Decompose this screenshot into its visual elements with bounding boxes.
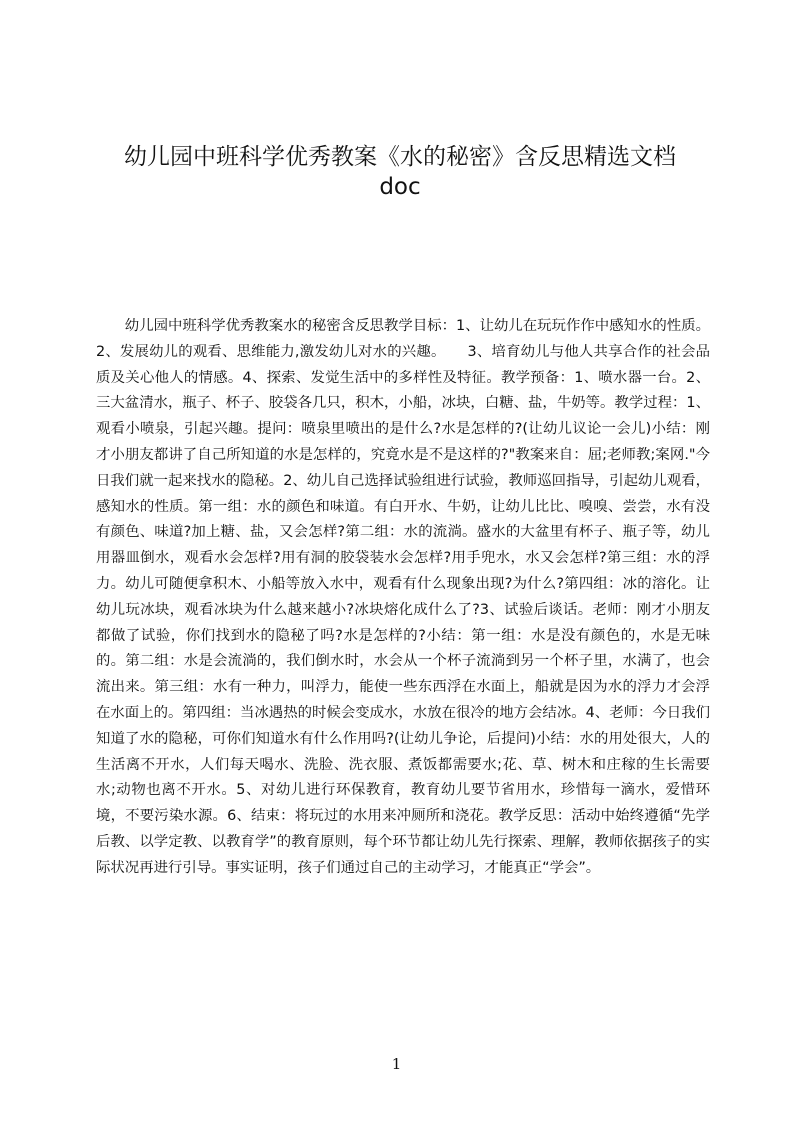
body-paragraph: 幼儿园中班科学优秀教案水的秘密含反思教学目标：1、让幼儿在玩玩作作中感知水的性质。2、发展幼儿的观看、思维能力,激发幼儿对水的兴趣。 3、培育幼儿与他人共享合作的社会品质及关心他人的情感。4、探索、发觉生活中的多样性及特征。教学预备：1、喷水器一台。2、三大盆清水，瓶子、杯子、胶袋各几只，积木，小船，冰块，白糖、盐，牛奶等。教学过程：1、观看小喷泉，引起兴趣。提问：喷泉里喷出的是什么?水是怎样的?(让幼儿议论一会儿)小结：刚才小朋友都讲了自己所知道的水是怎样的，究竟水是不是这样的?"教案来自：屈;老师教;案网."今日我们就一起来找水的隐秘。2、幼儿自己选择试验组进行试验，教师巡回指导，引起幼儿观看，感知水的性质。第一组：水的颜色和味道。有白开水、牛奶，让幼儿比比、嗅嗅、尝尝，水有没有颜色、味道?加上糖、盐，又会怎样?第二组：水的流淌。盛水的大盆里有杯子、瓶子等，幼儿用器皿倒水，观看水会怎样?用有洞的胶袋装水会怎样?用手兜水，水又会怎样?第三组：水的浮力。幼儿可随便拿积木、小船等放入水中，观看有什么现象出现?为什么?第四组：冰的溶化。让幼儿玩冰块，观看冰块为什么越来越小?冰块熔化成什么了?3、试验后谈话。老师：刚才小朋友都做了试验，你们找到水的隐秘了吗?水是怎样的?小结：第一组：水是没有颜色的，水是无味的。第二组：水是会流淌的，我们倒水时，水会从一个杯子流淌到另一个杯子里，水满了，也会流出来。第三组：水有一种力，叫浮力，能使一些东西浮在水面上，船就是因为水的浮力才会浮在水面上的。第四组：当冰遇热的时候会变成水，水放在很冷的地方会结冰。4、老师：今日我们知道了水的隐秘，可你们知道水有什么作用吗?(让幼儿争论，后提问)小结：水的用处很大，人的生活离不开水，人们每天喝水、洗脸、洗衣服、煮饭都需要水;花、草、树木和庄稼的生长需要水;动物也离不开水。5、对幼儿进行环保教育，教育幼儿要节省用水，珍惜每一滴水，爱惜环境，不要污染水源。6、结束：将玩过的水用来冲厕所和浇花。教学反思：活动中始终遵循“先学后教、以学定教、以教育学”的教育原则，每个环节都让幼儿先行探索、理解，教师依据孩子的实际状况再进行引导。事实证明，孩子们通过自己的主动学习，才能真正“学会”。 [96,318,710,876]
document-title [60,142,740,202]
title-line-suffix: doc [379,174,421,200]
page-number: 1 [391,1055,402,1073]
title-line-main: 幼儿园中班科学优秀教案《水的秘密》含反思精选文档 [124,144,676,170]
